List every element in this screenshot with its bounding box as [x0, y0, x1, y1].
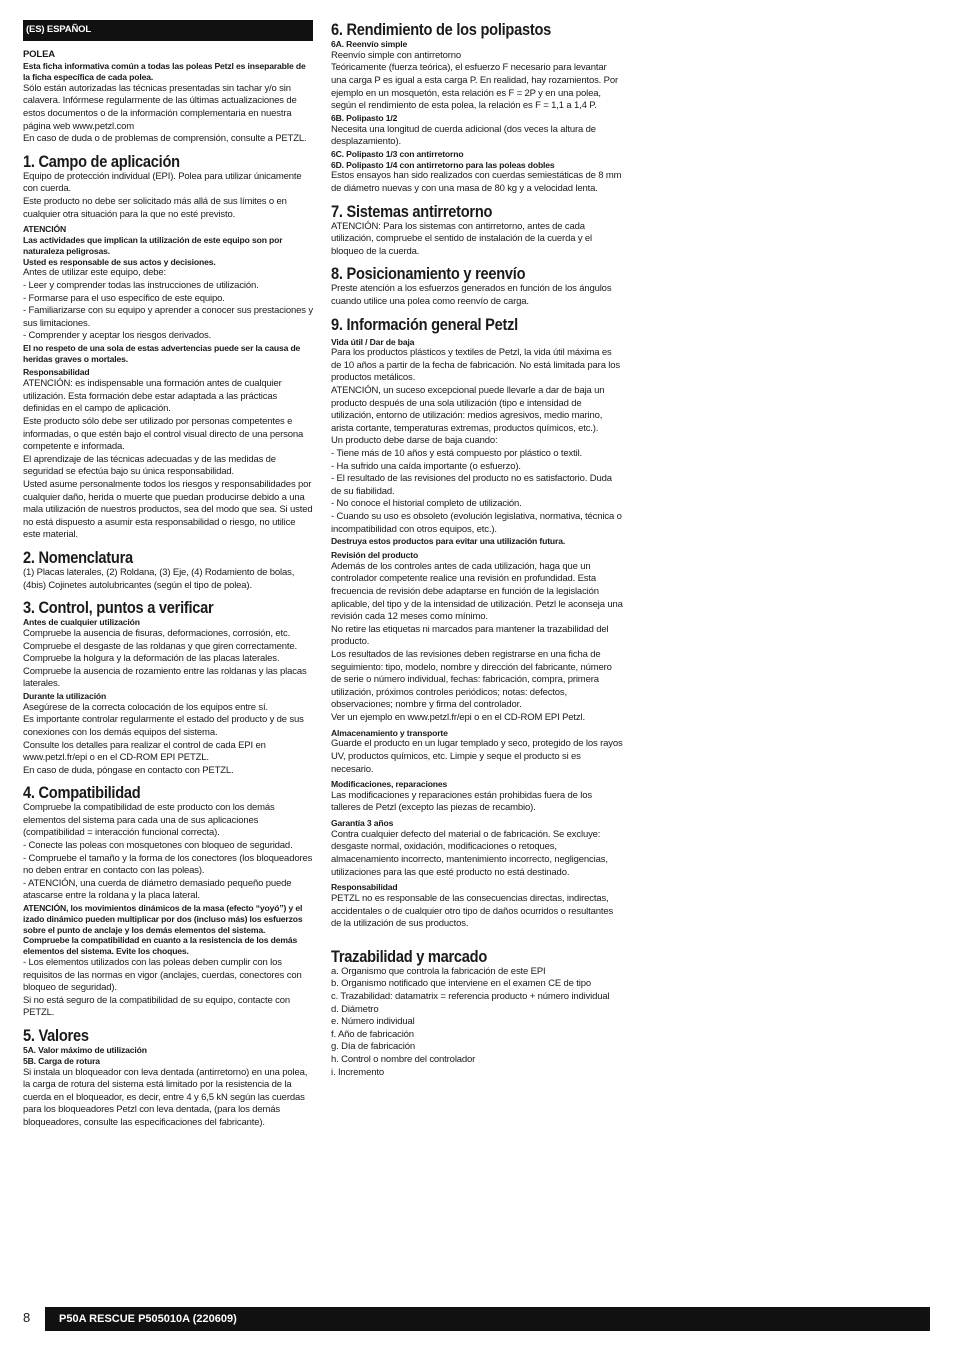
traz-item: i. Incremento	[331, 1066, 384, 1078]
intro-line: En caso de duda o de problemas de comprensión, consulte a PETZL.	[23, 133, 307, 145]
section-9-title: 9. Información general Petzl	[331, 314, 518, 334]
s4-bold: ATENCIÓN, los movimientos dinámicos de la masa (efecto “yoyó”) y el izado dinámico pueden multiplicar por dos (incluso más) los esfuerzos sobre el punto de anclaje y los demás elementos del sistema. Compruebe la compatibilidad en cuanto a la resistencia de los demás elementos del sistema. Evite los choques.	[23, 903, 303, 957]
s9-rev-line: Los resultados de las revisiones deben registrarse en una ficha de seguimiento: tipo, modelo, nombre y dirección del fabricante, número de serie o número individual, fechas: fabricación, compra, primera utilización, próximos controles periódicos; notas: defectos, observaciones; nombre y firma del controlador.	[331, 648, 612, 711]
s1-resp-title: Responsabilidad	[23, 367, 90, 378]
s6-sub2: 6B. Polipasto 1/2	[331, 112, 398, 123]
s9-rev-line: Ver un ejemplo en www.petzl.fr/epi o en el CD-ROM EPI Petzl.	[331, 711, 585, 723]
section-7-title: 7. Sistemas antirretorno	[331, 201, 493, 221]
s4-line: - Los elementos utilizados con las poleas deben cumplir con los requisitos de las normas en vigor (anclajes, cuerdas, conectores con bloqueo de seguridad).	[23, 957, 302, 994]
s1-atencion-bold: Las actividades que implican la utilización de este equipo son por naturaleza peligrosas.	[23, 234, 283, 256]
s4-line: Si no está seguro de la compatibilidad de su equipo, contacte con PETZL.	[23, 994, 290, 1019]
doc-ref: P50A RESCUE P505010A (220609)	[59, 1313, 237, 1325]
s4-line: - ATENCIÓN, una cuerda de diámetro demasiado pequeño puede atascarse entre la roldana y la placa lateral.	[23, 877, 292, 902]
left-column	[23, 20, 313, 1130]
s1-before-line: Antes de utilizar este equipo, debe:	[23, 267, 167, 279]
s3-line: Compruebe la ausencia de rozamiento entre las roldanas y las placas laterales.	[23, 665, 307, 690]
s1-resp-line: Usted asume personalmente todos los riesgos y responsabilidades por cualquier daño, herida o muerte que puedan producirse debido a una mala utilización de nuestros productos, sea del modo que sea. Si usted no está dispuesto a asumir esta responsabilidad o riesgo, no utilice este material.	[23, 479, 313, 541]
s9-vida-line: - Cuando su uso es obsoleto (evolución legislativa, normativa, técnica o incompatibilidad con otros equipos, etc.).	[331, 511, 622, 535]
section-2-title: 2. Nomenclatura	[23, 547, 133, 567]
traz-item: d. Diámetro	[331, 1003, 379, 1015]
s9-resp-title: Responsabilidad	[331, 882, 398, 893]
s1-resp-line: El aprendizaje de las técnicas adecuadas y de las medidas de seguridad se efectúa bajo su única responsabilidad.	[23, 453, 276, 478]
s1-warning-bold: El no respeto de una sola de estas advertencias puede ser la causa de heridas graves o mortales.	[23, 342, 301, 364]
s9-vida-line: - Tiene más de 10 años y está compuesto por plástico o textil.	[331, 448, 583, 460]
s9-vida-line: - No conoce el historial completo de utilización.	[331, 498, 522, 510]
s3-sub1: Antes de cualquier utilización	[23, 617, 140, 628]
intro-line: Sólo están autorizadas las técnicas presentadas sin tachar y/o sin calavera. Infórmese regularmente de las últimas actualizaciones de estos documentos o de la información complementaria en nuestra página web www.petzl.com	[23, 82, 297, 132]
s1-before-line: - Leer y comprender todas las instrucciones de utilización.	[23, 279, 259, 291]
s1-line: Este producto no debe ser solicitado más allá de sus límites o en cualquier otra situación para la que no esté previsto.	[23, 195, 287, 220]
s3-line: Compruebe el desgaste de las roldanas y que giren correctamente.	[23, 640, 297, 652]
s1-line: Equipo de protección individual (EPI). Polea para utilizar únicamente con cuerda.	[23, 170, 302, 195]
s9-rev-title: Revisión del producto	[331, 550, 419, 560]
s3-line: Compruebe la holgura y la deformación de las placas laterales.	[23, 653, 280, 665]
s1-resp-line: Este producto sólo debe ser utilizado por personas competentes e informadas, o que estén bajo el control visual directo de una persona competente e informada.	[23, 416, 304, 453]
s1-resp-line: ATENCIÓN: es indispensable una formación antes de cualquier utilización. Esta formación debe estar adaptada a las prácticas definidas en el campo de aplicación.	[23, 378, 282, 415]
traz-item: a. Organismo que controla la fabricación de este EPI	[331, 965, 546, 977]
traz-item: e. Número individual	[331, 1016, 415, 1028]
s1-atencion-title: ATENCIÓN	[23, 224, 67, 235]
s9-vida-line: Para los productos plásticos y textiles de Petzl, la vida útil máxima es de 10 años a partir de la fecha de fabricación. No está limitada para los productos metálicos.	[331, 347, 621, 384]
s9-vida-title: Vida útil / Dar de baja	[331, 336, 415, 347]
s9-rev-line: No retire las etiquetas ni marcados para mantener la trazabilidad del producto.	[331, 623, 609, 648]
s6-sub1: 6A. Reenvío simple	[331, 39, 408, 49]
s9-vida-line: - El resultado de las revisiones del producto no es satisfactorio. Duda de su fiabilidad.	[331, 473, 612, 497]
intro-title: POLEA	[23, 48, 55, 60]
s6-line: Teóricamente (fuerza teórica), el esfuerzo F necesario para levantar una carga P es igual a esta carga P. En realidad, hay rozamientos. Por ejemplo en un mosquetón, esta relación es F = 2P y en una polea, según el rendimiento de esta polea, la relación es F = 1,1 a 1,4 P.	[331, 62, 618, 112]
s9-resp-text: PETZL no es responsable de las consecuencias directas, indirectas, accidentales o de cualquier otro tipo de daños ocurridos o resultantes de la utilización de sus productos.	[331, 893, 614, 930]
section-4-title: 4. Compatibilidad	[23, 783, 141, 803]
s6-line: Reenvío simple con antirretorno	[331, 49, 462, 61]
s9-vida-line: Un producto debe darse de baja cuando:	[331, 435, 498, 447]
right-column	[331, 20, 623, 1079]
s4-line: - Compruebe el tamaño y la forma de los conectores (los bloqueadores no deben entrar en contacto con las poleas).	[23, 852, 313, 877]
s1-before-line: - Comprender y aceptar los riesgos derivados.	[23, 330, 212, 342]
s9-vida-line: ATENCIÓN, un suceso excepcional puede llevarle a dar de baja un producto después de una sola utilización (tipo e intensidad de utilización, entorno de utilización: medios agresivos, medio marino, arista cortante, temperaturas extremas, productos químicos, etc.).	[331, 385, 605, 434]
traz-title: Trazabilidad y marcado	[331, 946, 488, 966]
s3-line: Consulte los detalles para realizar el control de cada EPI en www.petzl.fr/epi o en el CD-ROM EPI PETZL.	[23, 739, 266, 764]
section-1-title: 1. Campo de aplicación	[23, 151, 180, 171]
intro-bold: Esta ficha informativa común a todas las poleas Petzl es inseparable de la ficha específica de cada polea.	[23, 61, 306, 82]
section-6-title: 6. Rendimiento de los polipastos	[331, 20, 552, 39]
s9-gar-text: Contra cualquier defecto del material o de fabricación. Se excluye: desgaste normal, oxidación, modificaciones o retoques, almacenamiento incorrecto, mantenimiento incorrecto, negligencias, utilizaciones para las que esté producto no está destinado.	[331, 828, 608, 878]
traz-item: g. Día de fabricación	[331, 1041, 415, 1053]
s5-text: Si instala un bloqueador con leva dentada (antirretorno) en una polea, la carga de rotura del sistema está limitado por la resistencia de la cuerda en el bloqueador, es decir, entre 4 y 6,5 kN según las cuerdas para los bloqueadores Petzl con leva dentada, (para los demás bloqueadores, consulte las especificaciones del fabricante).	[23, 1066, 308, 1128]
s1-before-line: - Familiarizarse con su equipo y aprender a conocer sus prestaciones y sus limitaciones.	[23, 305, 313, 329]
s9-vida-bold: Destruya estos productos para evitar una utilización futura.	[331, 536, 566, 547]
traz-item: c. Trazabilidad: datamatrix = referencia producto + número individual	[331, 991, 610, 1003]
s9-gar-title: Garantía 3 años	[331, 818, 394, 829]
s1-atencion-bold2: Usted es responsable de sus actos y decisiones.	[23, 256, 216, 267]
s9-vida-line: - Ha sufrido una caída importante (o esfuerzo).	[331, 460, 521, 472]
s2-text: (1) Placas laterales, (2) Roldana, (3) Eje, (4) Rodamiento de bolas, (4bis) Cojinetes autolubricantes (según el tipo de polea).	[23, 566, 295, 591]
s3-line: Compruebe la ausencia de fisuras, deformaciones, corrosión, etc.	[23, 627, 291, 639]
s6-sub3: 6C. Polipasto 1/3 con antirretorno	[331, 148, 464, 159]
s5-sub2: 5B. Carga de rotura	[23, 1055, 100, 1066]
s4-line: Compruebe la compatibilidad de este producto con los demás elementos del sistema para cada una de sus aplicaciones (compatibilidad = interacción funcional correcta).	[23, 802, 275, 839]
s9-alm-title: Almacenamiento y transporte	[331, 727, 448, 738]
section-5-title: 5. Valores	[23, 1026, 89, 1045]
page-number: 8	[23, 1310, 31, 1325]
traz-item: h. Control o nombre del controlador	[331, 1053, 476, 1065]
doc-ref-bar	[45, 1307, 930, 1331]
s1-before-line: - Formarse para el uso específico de este equipo.	[23, 292, 225, 304]
s5-sub1: 5A. Valor máximo de utilización	[23, 1045, 147, 1055]
s3-sub2: Durante la utilización	[23, 690, 107, 701]
s6-sub4: 6D. Polipasto 1/4 con antirretorno para las poleas dobles	[331, 159, 555, 170]
language-header: (ES) ESPAÑOL	[23, 20, 313, 41]
traz-item: f. Año de fabricación	[331, 1028, 414, 1040]
s3-line: Asegúrese de la correcta colocación de los equipos entre sí.	[23, 701, 269, 713]
s9-rev-line: Además de los controles antes de cada utilización, haga que un controlador competente realice una revisión en profundidad. Esta frecuencia de revisión debe adaptarse en función de la legislación aplicable, del tipo y de la intensidad de utilización. Petzl le aconseja una revisión cada 12 meses como mínimo.	[331, 560, 623, 623]
s7-text: ATENCIÓN: Para los sistemas con antirretorno, antes de cada utilización, compruebe el sentido de instalación de la cuerda y el bloqueo de la cuerda.	[331, 220, 593, 257]
section-8-title: 8. Posicionamiento y reenvío	[331, 264, 526, 284]
s6-text2: Necesita una longitud de cuerda adicional (dos veces la altura de desplazamiento).	[331, 123, 596, 148]
s6-text3: Estos ensayos han sido realizados con cuerdas semiestáticas de 8 mm de diámetro nuevas y con una masa de 80 kg y a velocidad lenta.	[331, 170, 622, 194]
s9-mod-text: Las modificaciones y reparaciones están prohibidas fuera de los talleres de Petzl (excepto las piezas de recambio).	[331, 789, 592, 814]
section-3-title: 3. Control, puntos a verificar	[23, 598, 214, 618]
s8-text: Preste atención a los esfuerzos generados en función de los ángulos cuando utilice una polea como reenvío de carga.	[331, 283, 612, 307]
s4-line: - Conecte las poleas con mosquetones con bloqueo de seguridad.	[23, 840, 293, 852]
s9-alm-text: Guarde el producto en un lugar templado y seco, protegido de los rayos UV, productos químicos, etc. Limpie y seque el producto si es necesario.	[331, 738, 623, 775]
s9-mod-title: Modificaciones, reparaciones	[331, 779, 448, 790]
s3-line: En caso de duda, póngase en contacto con PETZL.	[23, 764, 234, 776]
traz-item: b. Organismo notificado que interviene en el examen CE de tipo	[331, 978, 592, 990]
s3-line: Es importante controlar regularmente el estado del producto y de sus conexiones con los demás equipos del sistema.	[23, 714, 304, 738]
